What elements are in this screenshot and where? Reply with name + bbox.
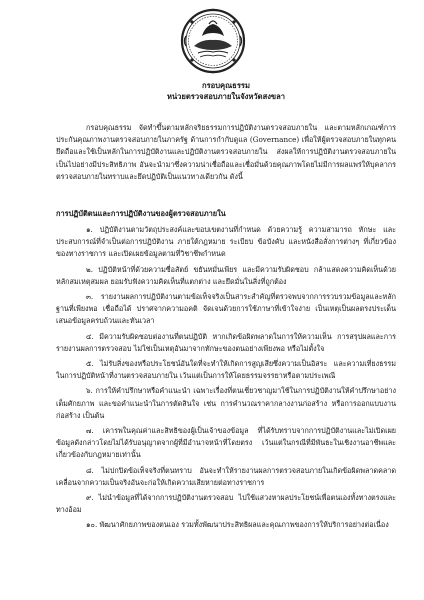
conduct-list xyxy=(56,224,396,535)
list-item: ๘. ไม่ปกปิดข้อเท็จจริงที่ตนทราบ อันจะทำให้รายงานผลการตรวจสอบภายในเกิดข้อผิดพลาดคลาดเคลื่อนจากความเป็นจริงอันจะก่อให้เกิดความเสียหายต่อทางราชการ xyxy=(56,465,396,487)
list-item: ๓. รายงานผลการปฏิบัติงานตามข้อเท็จจริงเป็นสาระสำคัญที่ตรวจพบจากการรวบรวมข้อมูลและหลักฐานที่เพียงพอ เชื่อถือได้ ปราศจากความอคติ จัดเจนด้วยการใช้ภาษาที่เข้าใจง่าย เป็นเหตุเป็นผลตรงประเด็น เสนอข้อมูลครบถ้วนและทันเวลา xyxy=(56,292,396,326)
intro-paragraph: กรอบคุณธรรม จัดทำขึ้นตามหลักจริยธรรมการปฏิบัติงานตรวจสอบภายใน และตามหลักเกณฑ์การประกันคุณภาพงานตรวจสอบภายในภาครัฐ ด้านการกำกับดูแล (Governance) เพื่อให้ผู้ตรวจสอบภายในทุกคนยึดถือและใช้เป็นหลักในการปฏิบัติงานและปฏิบัติงานตรวจสอบภายใน ส่งผลให้การปฏิบัติงานตรวจสอบภายในเป็นไปอย่างมีประสิทธิภาพ อันจะนำมาซึ่งความน่าเชื่อถือและเชื่อมั่นด้วยคุณภาพโดยไม่มีการผลแพร่ให้บุคลากรตรวจสอบภายในทราบและยึดปฏิบัติเป็นแนวทางเดียวกัน ดังนี้ xyxy=(56,123,396,181)
provincial-emblem xyxy=(180,6,246,76)
list-item: ๖. การให้คำปรึกษาหรือคำแนะนำ เฉพาะเรื่องที่ตนเชี่ยวชาญมาใช้ในการปฏิบัติงานให้คำปรึกษาอย่างเต็มศักยภาพ และขอคำแนะนำในการตัดสินใจ เช่น การคำนวณราคากลางงานก่อสร้าง หรือการออกแบบงานก่อสร้าง เป็นต้น xyxy=(56,386,396,420)
section-heading: การปฏิบัติตนและการปฏิบัติงานของผู้ตรวจสอบภายใน xyxy=(56,209,226,218)
list-item: ๔. มีความรับผิดชอบต่องานที่ตนปฏิบัติ หากเกิดข้อผิดพลาดในการให้ความเห็น การสรุปผลและการรายงานผลการตรวจสอบ ไม่ใช่เป็นเหตุอันมาจากทักษะของตนอย่างเพียงพอ หรือไม่ตั้งใจ xyxy=(56,331,396,353)
title-block xyxy=(56,80,396,102)
list-item: ๑. ปฏิบัติงานตามวัตถุประสงค์และขอบเขตงานที่กำหนด ด้วยความรู้ ความสามารถ ทักษะ และประสบการณ์ที่จำเป็นต่อการปฏิบัติงาน ภายใต้กฎหมาย ระเบียบ ข้อบังคับ และหนังสือสั่งการต่างๆ ที่เกี่ยวข้องของทางราชการ และเปิดเผยข้อมูลตามที่วิชาชีพกำหนด xyxy=(56,225,396,259)
list-item: ๒. ปฏิบัติหน้าที่ด้วยความซื่อสัตย์ ขยันหมั่นเพียร และมีความรับผิดชอบ กล้าแสดงความคิดเห็นด้วยหลักสมเหตุสมผล ยอมรับฟังความคิดเห็นที่แตกต่าง และยึดมั่นในสิ่งที่ถูกต้อง xyxy=(56,264,396,286)
document-subtitle: หน่วยตรวจสอบภายในจังหวัดสงขลา xyxy=(166,92,286,101)
emblem-icon xyxy=(180,6,246,76)
list-item: ๕. ไม่รับสิ่งของหรือประโยชน์อันใดที่จะทำให้เกิดการสูญเสียซึ่งความเป็นอิสระ และความเที่ยงธรรมในการปฏิบัติหน้าที่งานตรวจสอบภายใน เว้นแต่เป็นการให้โดยธรรมจรรยาหรือตามประเพณี xyxy=(56,359,396,381)
list-item: ๗. เคารพในคุณค่าและสิทธิของผู้เป็นเจ้าของข้อมูล ที่ได้รับทราบจากการปฏิบัติงานและไม่เปิดเผยข้อมูลดังกล่าวโดยไม่ได้รับอนุญาตจากผู้ที่มีอำนาจหน้าที่โดยตรง เว้นแต่ในกรณีที่มีพันธะในเชิงงานอาชีพและเกี่ยวข้องกับกฎหมายเท่านั้น xyxy=(56,426,396,460)
list-item: ๑๐. พัฒนาศักยภาพของตนเอง รวมทั้งพัฒนาประสิทธิผลและคุณภาพของการให้บริการอย่างต่อเนื่อง xyxy=(86,520,389,530)
list-item: ๙. ไม่นำข้อมูลที่ได้จากการปฏิบัติงานตรวจสอบ ไปใช้แสวงหาผลประโยชน์เพื่อตนเองทั้งทางตรงและทางอ้อม xyxy=(56,493,396,515)
document-title: กรอบคุณธรรม xyxy=(202,81,250,90)
